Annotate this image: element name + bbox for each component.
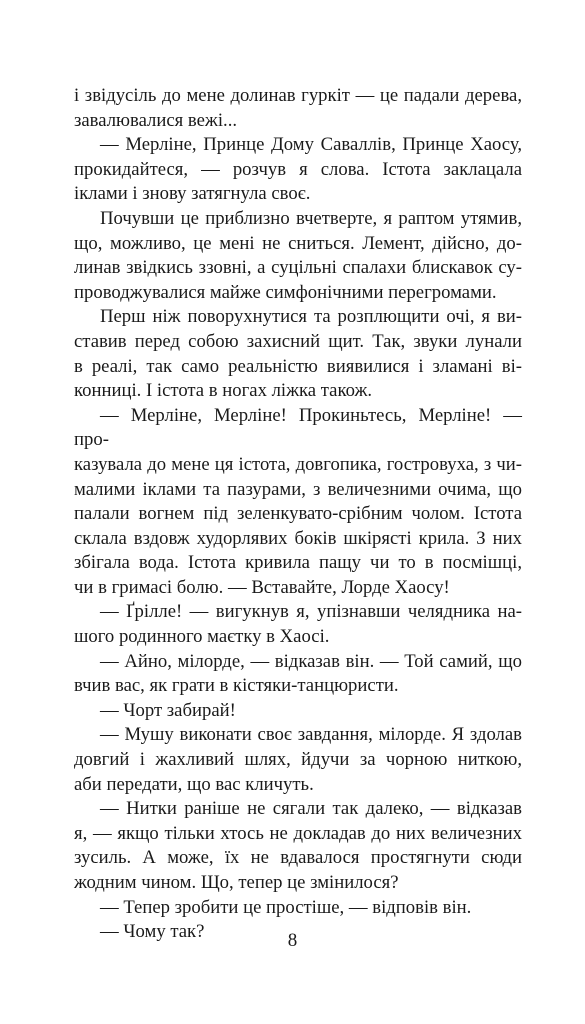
text-line: — Нитки раніше не сягали так далеко, — відказав [100, 798, 522, 820]
text-line: палали вогнем під зеленкувато-срібним чолом. Істота [74, 503, 522, 525]
text-line: — Мушу виконати своє завдання, мілорде. Я здолав [100, 724, 522, 746]
paragraph [74, 404, 522, 601]
paragraph [74, 797, 522, 895]
text-line: — Тепер зробити це простіше, — відповів він. [100, 896, 472, 918]
text-line: казувала до мене ця істота, довгопика, гостровуха, з чи- [74, 453, 522, 475]
paragraph [74, 600, 522, 649]
text-line: завалювалися вежі... [74, 109, 238, 131]
text-line: збігала вода. Істота кривила пащу чи то в посмішці, [74, 552, 522, 574]
paragraph [74, 650, 522, 699]
text-line: — Айно, мілорде, — відказав він. — Той самий, що [100, 650, 522, 672]
text-line: склала вздовж худорлявих боків шкірясті крила. З них [74, 527, 522, 549]
text-line: конниці. І істота в ногах ліжка також. [74, 380, 373, 402]
paragraph [74, 699, 522, 724]
text-line: проводжувалися майже симфонічними перегромами. [74, 281, 497, 303]
text-line: і звідусіль до мене долинав гуркіт — це падали дерева, [74, 85, 522, 106]
text-line: іклами і знову затягнула своє. [74, 183, 311, 205]
text-line: прокидайтеся, — розчув я слова. Істота заклацала [74, 158, 522, 180]
text-line: в реалі, так само реальністю виявилися і зламані ві- [74, 355, 522, 377]
text-line: я, — якщо тільки хтось не докладав до них величезних [74, 822, 522, 844]
paragraph [74, 207, 522, 305]
paragraph [74, 723, 522, 797]
paragraph [74, 305, 522, 403]
text-line: — Чорт забирай! [100, 699, 236, 721]
text-line: линав звідкись ззовні, а суцільні спалахи блискавок су- [74, 257, 522, 279]
text-line: малими іклами та пазурами, з величезними очима, що [74, 478, 522, 500]
text-line: шого родинного маєтку в Хаосі. [74, 626, 330, 648]
text-line: Почувши це приблизно вчетверте, я раптом утямив, [100, 207, 522, 229]
text-line: Перш ніж поворухнутися та розплющити очі, я ви- [100, 306, 522, 328]
text-line: — Ґрілле! — вигукнув я, упізнавши челядника на- [100, 601, 522, 623]
page-body [74, 84, 522, 945]
text-line: жодним чином. Що, тепер це змінилося? [74, 872, 399, 893]
text-line: аби передати, що вас кличуть. [74, 773, 314, 795]
text-line: — Мерліне, Мерліне! Прокиньтесь, Мерліне! — про- [74, 404, 522, 451]
page-number: 8 [287, 930, 298, 951]
paragraph [74, 84, 522, 133]
text-line: вчив вас, як грати в кістяки-танцюристи. [74, 675, 399, 697]
text-line: що, можливо, це мені не сниться. Лемент, дійсно, до- [74, 232, 522, 254]
text-line: чи в гримасі болю. — Вставайте, Лорде Хаосу! [74, 576, 450, 598]
text-line: довгий і жахливий шлях, йдучи за чорною ниткою, [74, 749, 522, 771]
text-line: ставив перед собою захисний щит. Так, звуки лунали [74, 330, 522, 352]
paragraph [74, 133, 522, 207]
text-line: зусиль. А може, їх не вдавалося простягнути сюди [74, 847, 522, 869]
text-line: — Чому так? [100, 921, 205, 943]
paragraph [74, 896, 522, 921]
text-line: — Мерліне, Принце Дому Саваллів, Принце Хаосу, [100, 134, 522, 156]
